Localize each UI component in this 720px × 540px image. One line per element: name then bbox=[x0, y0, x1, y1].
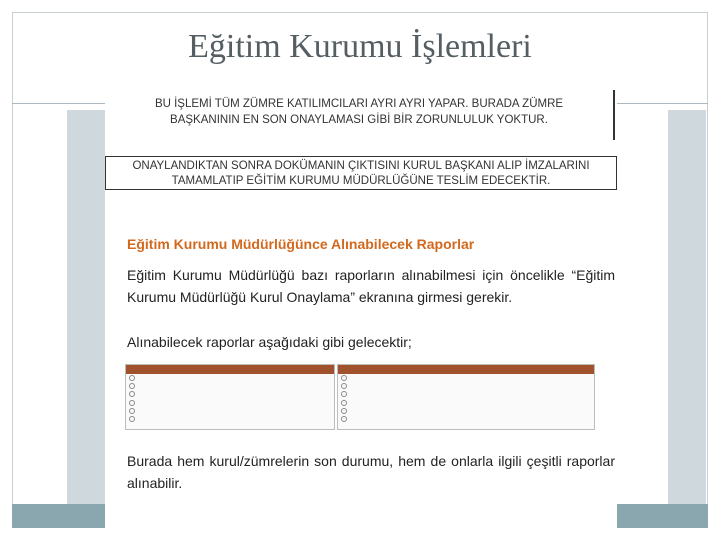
radio-icon bbox=[341, 400, 347, 406]
info-box-participants bbox=[105, 90, 615, 140]
radio-icon bbox=[341, 375, 347, 381]
radio-icon bbox=[341, 408, 347, 414]
radio-icon bbox=[129, 391, 135, 397]
report-option[interactable] bbox=[338, 399, 594, 407]
radio-icon bbox=[129, 408, 135, 414]
report-panel-left bbox=[125, 364, 335, 430]
intro-paragraph: Eğitim Kurumu Müdürlüğü bazı raporların alınabilmesi için öncelikle “Eğitim Kurumu Müdürlüğü Kurul Onaylama” ekranına girmesi gerekir. bbox=[127, 267, 615, 305]
report-panel-right bbox=[337, 364, 595, 430]
radio-icon bbox=[341, 383, 347, 389]
report-option[interactable] bbox=[126, 407, 334, 415]
left-side-panel bbox=[67, 110, 105, 512]
content-image bbox=[105, 88, 617, 528]
right-divider bbox=[612, 103, 708, 104]
info-box-signature bbox=[105, 156, 617, 190]
radio-icon bbox=[129, 375, 135, 381]
report-option[interactable] bbox=[338, 382, 594, 390]
report-option[interactable] bbox=[338, 374, 594, 382]
right-side-panel bbox=[668, 110, 706, 512]
info-box-participants-line2: BAŞKANININ EN SON ONAYLAMASI GİBİ BİR ZORUNLULUK YOKTUR. bbox=[170, 114, 548, 126]
report-panel-left-header bbox=[126, 365, 334, 374]
report-option[interactable] bbox=[126, 399, 334, 407]
radio-icon bbox=[341, 416, 347, 422]
slide-title: Eğitim Kurumu İşlemleri bbox=[188, 28, 532, 65]
info-box-participants-line1: BU İŞLEMİ TÜM ZÜMRE KATILIMCILARI AYRI AYRI YAPAR. BURADA ZÜMRE bbox=[154, 98, 564, 110]
report-option[interactable] bbox=[126, 374, 334, 382]
section-heading: Eğitim Kurumu Müdürlüğünce Alınabilecek Raporlar bbox=[127, 236, 475, 252]
report-option[interactable] bbox=[126, 415, 334, 423]
closing-paragraph: Burada hem kurul/zümrelerin son durumu, hem de onlarla ilgili çeşitli raporlar alınabilir. bbox=[127, 453, 615, 491]
left-divider bbox=[12, 103, 108, 104]
reports-intro: Alınabilecek raporlar aşağıdaki gibi gelecektir; bbox=[127, 334, 412, 350]
report-option[interactable] bbox=[126, 382, 334, 390]
report-option[interactable] bbox=[338, 391, 594, 399]
radio-icon bbox=[129, 400, 135, 406]
radio-icon bbox=[129, 383, 135, 389]
report-option[interactable] bbox=[126, 391, 334, 399]
radio-icon bbox=[129, 416, 135, 422]
info-box-signature-line1: ONAYLANDIKTAN SONRA DOKÜMANIN ÇIKTISINI KURUL BAŞKANI ALIP İMZALARINI bbox=[132, 160, 590, 172]
report-option[interactable] bbox=[338, 407, 594, 415]
info-box-signature-line2: TAMAMLATIP EĞİTİM KURUMU MÜDÜRLÜĞÜNE TESLİM EDECEKTİR. bbox=[171, 175, 551, 187]
report-panel-right-header bbox=[338, 365, 594, 374]
report-option[interactable] bbox=[338, 415, 594, 423]
radio-icon bbox=[341, 391, 347, 397]
